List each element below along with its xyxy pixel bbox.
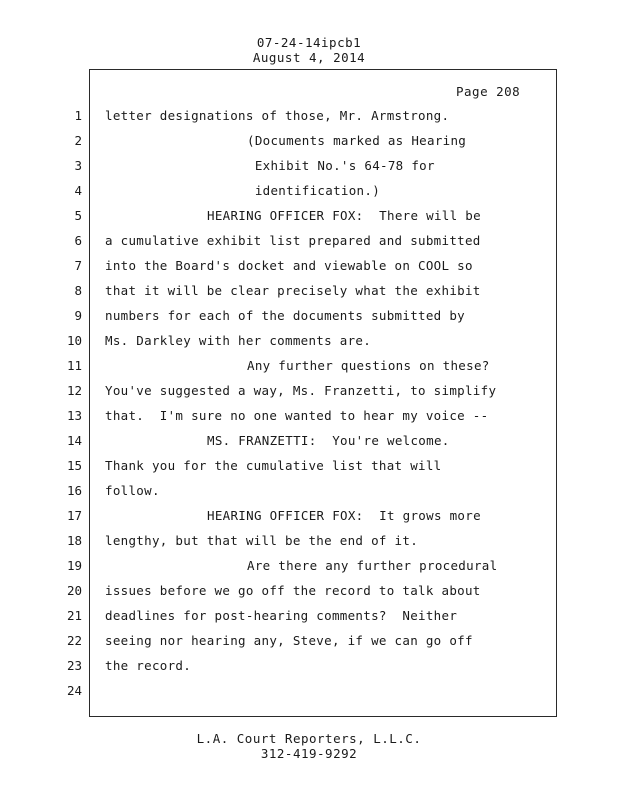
line-number: 16 bbox=[66, 483, 82, 498]
line-number: 14 bbox=[66, 433, 82, 448]
line-text: numbers for each of the documents submitted by bbox=[105, 308, 465, 323]
line-number: 21 bbox=[66, 608, 82, 623]
transcript-line bbox=[0, 358, 618, 383]
line-text: lengthy, but that will be the end of it. bbox=[105, 533, 419, 548]
line-number: 2 bbox=[74, 133, 82, 148]
page-number: Page 208 bbox=[456, 84, 521, 99]
transcript-line bbox=[0, 208, 618, 233]
line-text: HEARING OFFICER FOX: It grows more bbox=[207, 508, 481, 523]
line-number: 4 bbox=[74, 183, 82, 198]
line-number: 23 bbox=[66, 658, 82, 673]
line-number: 20 bbox=[66, 583, 82, 598]
transcript-line bbox=[0, 333, 618, 358]
line-number: 3 bbox=[74, 158, 82, 173]
line-text: HEARING OFFICER FOX: There will be bbox=[207, 208, 481, 223]
line-text: that. I'm sure no one wanted to hear my voice -- bbox=[105, 408, 489, 423]
line-number: 1 bbox=[74, 108, 82, 123]
transcript-line bbox=[0, 533, 618, 558]
line-text: Are there any further procedural bbox=[247, 558, 498, 573]
line-number: 24 bbox=[66, 683, 82, 698]
transcript-line bbox=[0, 458, 618, 483]
transcript-line bbox=[0, 133, 618, 158]
header-date: August 4, 2014 bbox=[252, 50, 366, 65]
line-text: deadlines for post-hearing comments? Neither bbox=[105, 608, 458, 623]
line-text: letter designations of those, Mr. Armstrong. bbox=[105, 108, 450, 123]
transcript-line bbox=[0, 258, 618, 283]
transcript-line bbox=[0, 508, 618, 533]
transcript-line bbox=[0, 633, 618, 658]
transcript-line bbox=[0, 108, 618, 133]
line-number: 12 bbox=[66, 383, 82, 398]
footer-reporter-name: L.A. Court Reporters, L.L.C. bbox=[196, 731, 422, 746]
transcript-line bbox=[0, 583, 618, 608]
transcript-line bbox=[0, 283, 618, 308]
transcript-line bbox=[0, 683, 618, 708]
line-number: 11 bbox=[66, 358, 82, 373]
line-text: issues before we go off the record to talk about bbox=[105, 583, 481, 598]
transcript-line bbox=[0, 158, 618, 183]
line-number: 17 bbox=[66, 508, 82, 523]
line-number: 15 bbox=[66, 458, 82, 473]
transcript-line bbox=[0, 483, 618, 508]
line-text: Any further questions on these? bbox=[247, 358, 490, 373]
line-text: that it will be clear precisely what the exhibit bbox=[105, 283, 481, 298]
line-text: Exhibit No.'s 64-78 for bbox=[247, 158, 435, 173]
line-number: 7 bbox=[74, 258, 82, 273]
transcript-line bbox=[0, 608, 618, 633]
transcript-line bbox=[0, 308, 618, 333]
line-text: into the Board's docket and viewable on COOL so bbox=[105, 258, 473, 273]
line-text: the record. bbox=[105, 658, 192, 673]
line-text: a cumulative exhibit list prepared and submitted bbox=[105, 233, 481, 248]
line-text: follow. bbox=[105, 483, 160, 498]
line-text: Ms. Darkley with her comments are. bbox=[105, 333, 372, 348]
transcript-line bbox=[0, 658, 618, 683]
line-number: 18 bbox=[66, 533, 82, 548]
line-number: 6 bbox=[74, 233, 82, 248]
transcript-line bbox=[0, 233, 618, 258]
line-number: 19 bbox=[66, 558, 82, 573]
transcript-line bbox=[0, 183, 618, 208]
line-number: 9 bbox=[74, 308, 82, 323]
line-number: 5 bbox=[74, 208, 82, 223]
transcript-line bbox=[0, 433, 618, 458]
header-case-id: 07-24-14ipcb1 bbox=[256, 35, 362, 50]
line-text: (Documents marked as Hearing bbox=[247, 133, 467, 148]
line-text: identification.) bbox=[247, 183, 381, 198]
line-text: MS. FRANZETTI: You're welcome. bbox=[207, 433, 450, 448]
line-text: seeing nor hearing any, Steve, if we can go off bbox=[105, 633, 473, 648]
line-text: Thank you for the cumulative list that will bbox=[105, 458, 442, 473]
transcript-line bbox=[0, 408, 618, 433]
line-number: 22 bbox=[66, 633, 82, 648]
transcript-line bbox=[0, 383, 618, 408]
line-number: 8 bbox=[74, 283, 82, 298]
line-number: 10 bbox=[66, 333, 82, 348]
line-number: 13 bbox=[66, 408, 82, 423]
transcript-line bbox=[0, 558, 618, 583]
line-text: You've suggested a way, Ms. Franzetti, to simplify bbox=[105, 383, 497, 398]
footer-phone: 312-419-9292 bbox=[260, 746, 358, 761]
